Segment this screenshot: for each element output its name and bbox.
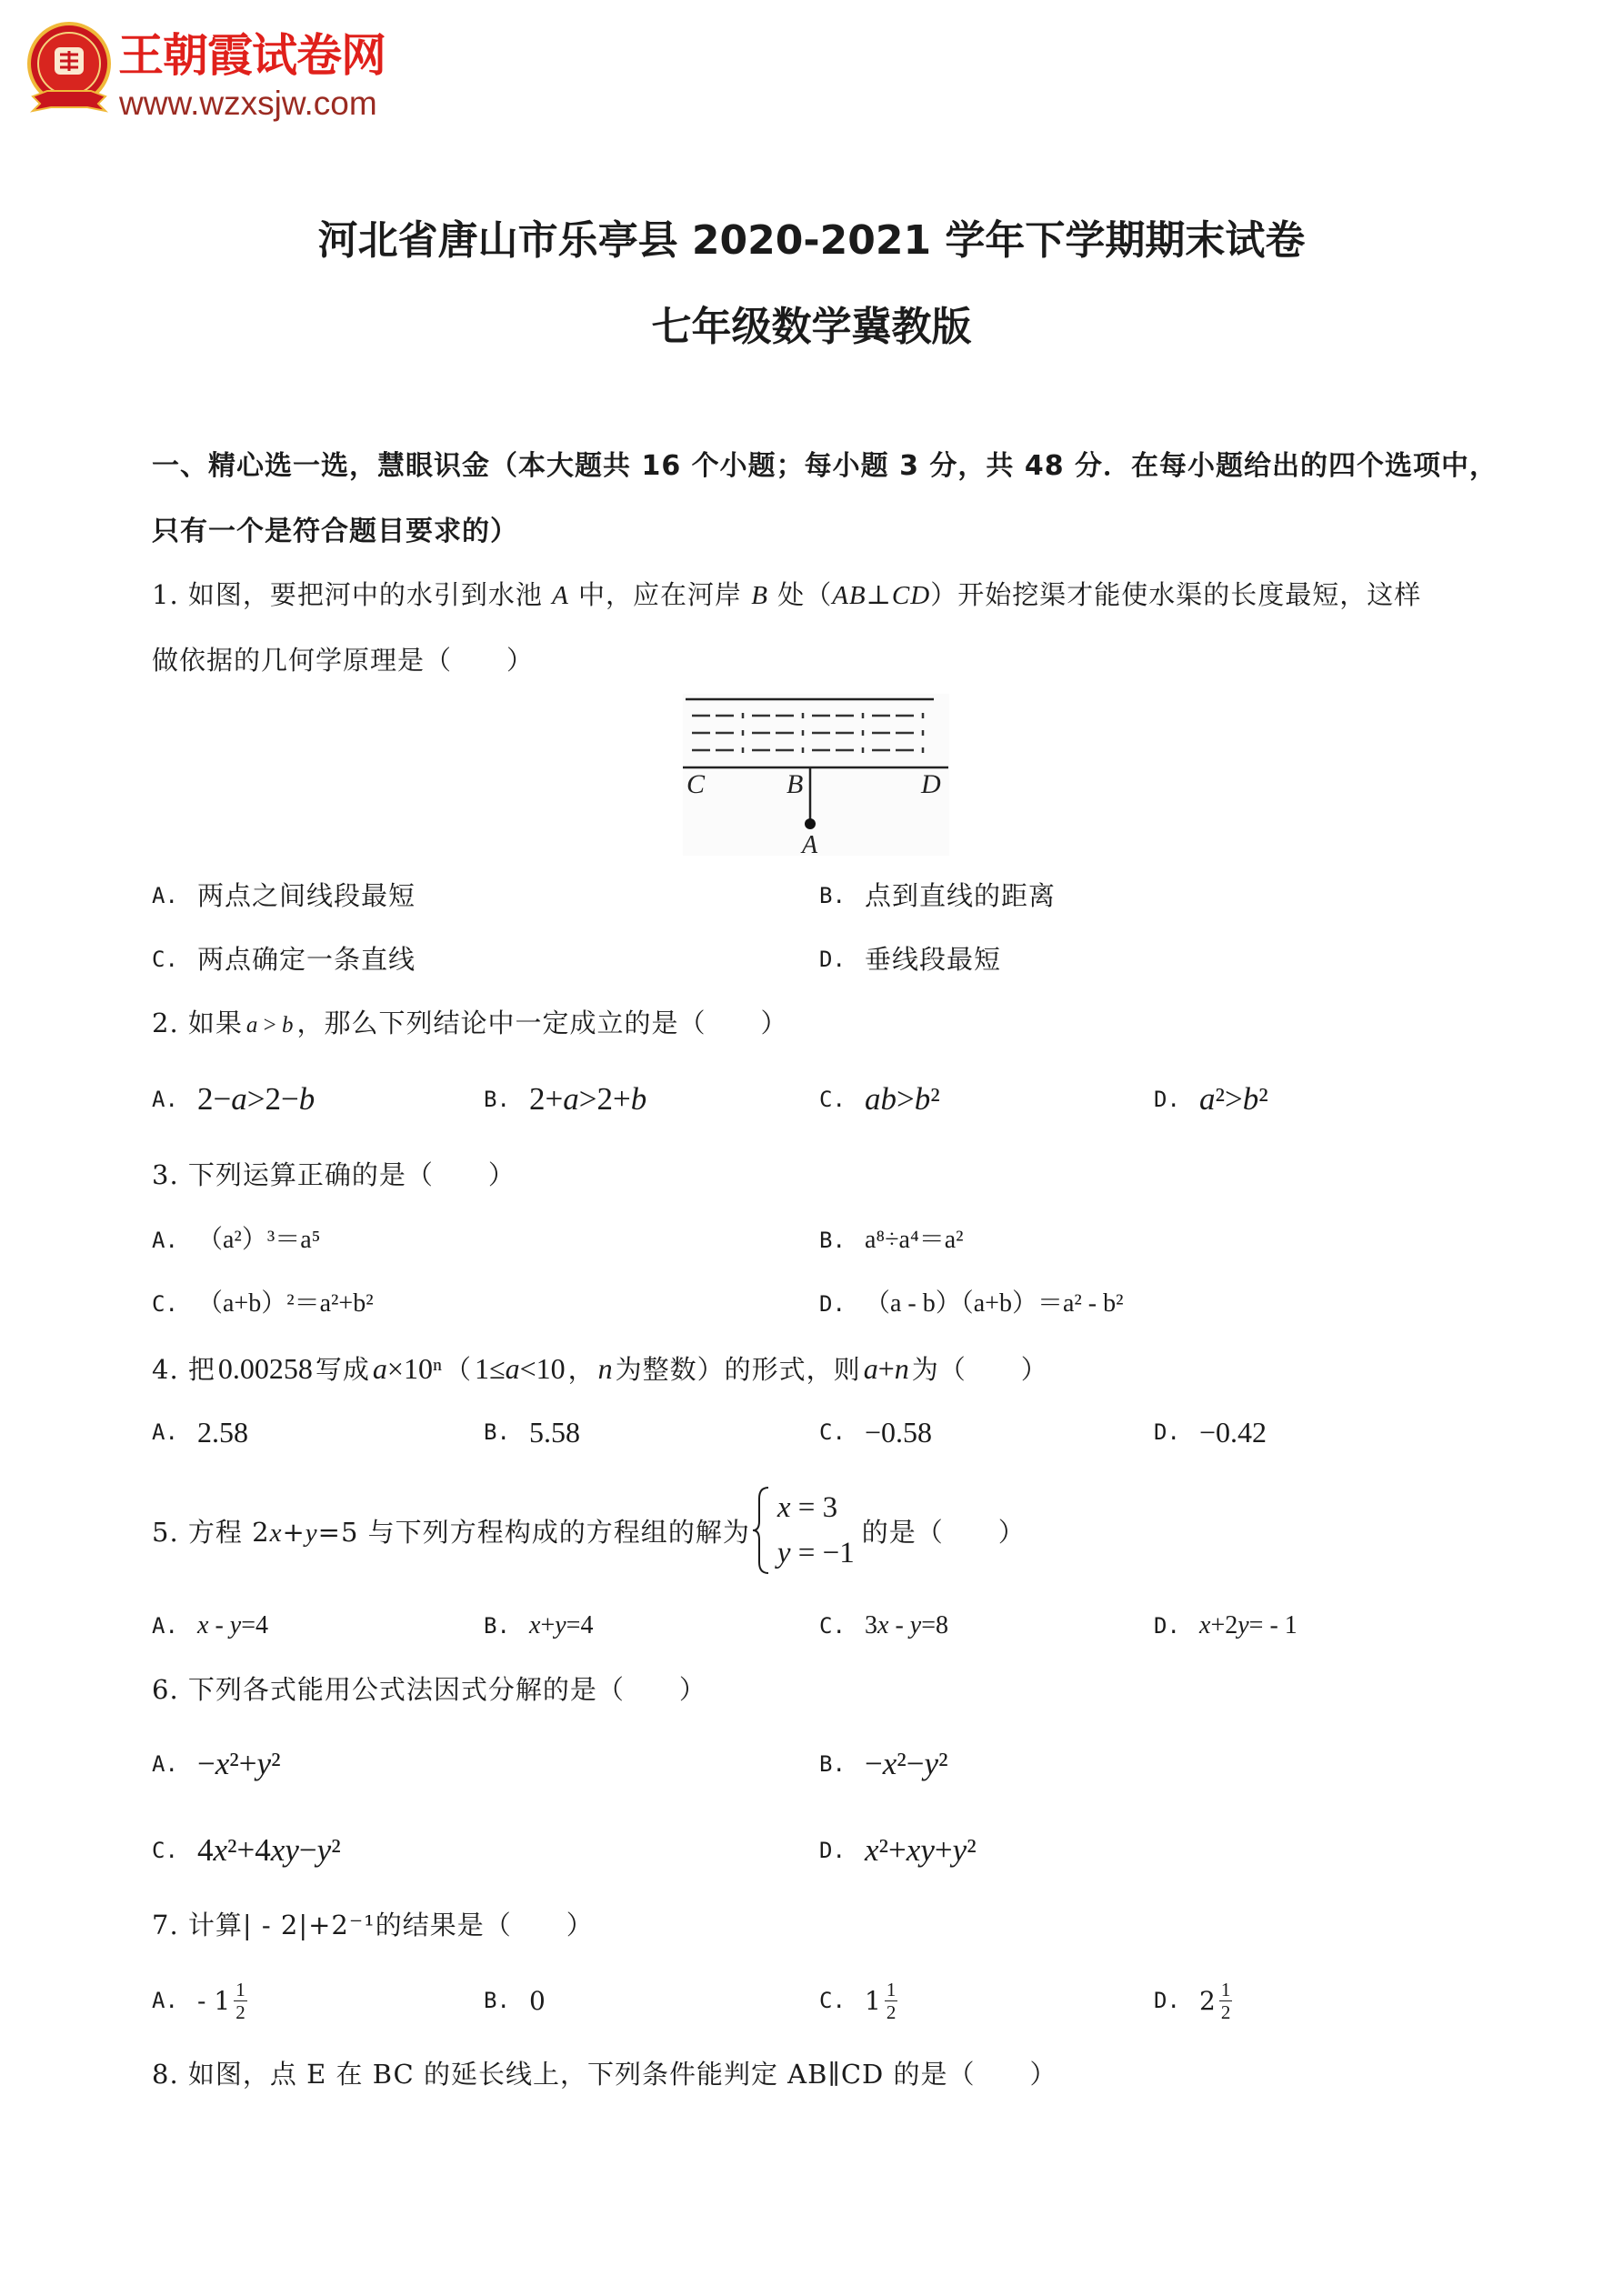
- stem-text: ，那么下列结论中一定成立的是（ ）: [296, 1008, 788, 1038]
- option-a: [152, 1412, 248, 1452]
- math-variable: b: [914, 1081, 931, 1117]
- math-variable: y: [924, 1746, 939, 1781]
- option-letter: D.: [819, 1838, 846, 1863]
- option-math: x²+xy+y²: [865, 1832, 977, 1868]
- label-a: A: [802, 831, 818, 856]
- option-a: [152, 876, 416, 916]
- option-b: [484, 1412, 580, 1452]
- math-variable: y: [920, 1832, 935, 1868]
- math-variable: y: [305, 1518, 318, 1548]
- fraction-denominator: 2: [1220, 2000, 1231, 2023]
- option-b: [819, 1220, 964, 1260]
- option-letter: A.: [152, 1087, 178, 1112]
- math-variable: n: [894, 1352, 909, 1385]
- fraction-numerator: 1: [235, 1978, 245, 2000]
- option-b: [819, 1744, 948, 1784]
- option-math: ab>b²: [865, 1081, 940, 1117]
- question-3-stem: 3. 下列运算正确的是（ ）: [152, 1159, 516, 1190]
- scientific-notation-expression: a×10ⁿ: [372, 1352, 443, 1385]
- option-math: −x²+y²: [197, 1746, 281, 1781]
- math-variable: b: [630, 1081, 647, 1117]
- math-variable: b: [298, 1081, 316, 1117]
- math-variable: x: [197, 1611, 209, 1639]
- option-text: 两点确定一条直线: [197, 944, 416, 975]
- option-letter: C.: [819, 1087, 846, 1112]
- option-b: [484, 1971, 546, 2030]
- section-heading-line-2: 只有一个是符合题目要求的）: [152, 516, 518, 547]
- question-6-stem: 6. 下列各式能用公式法因式分解的是（ ）: [152, 1674, 706, 1705]
- math-variable: x: [882, 1746, 897, 1781]
- brand-url: www.wzxsjw.com: [119, 85, 377, 122]
- math-variable: y: [909, 1611, 922, 1639]
- question-2-stem: [152, 1003, 788, 1043]
- option-whole-number: 1: [865, 1985, 881, 2016]
- option-math: （a+b）²＝a²+b²: [197, 1289, 374, 1318]
- option-d: [819, 939, 1001, 979]
- option-math: 4x²+4xy−y²: [197, 1832, 341, 1868]
- math-variable: x: [906, 1832, 921, 1868]
- option-b: [484, 1079, 646, 1119]
- option-letter: D.: [819, 1291, 846, 1317]
- option-c: [819, 1606, 948, 1646]
- stem-text: 为整数）的形式，则: [615, 1354, 861, 1385]
- math-variable: x: [213, 1832, 228, 1868]
- question-4-stem: [152, 1349, 1048, 1389]
- option-math: x - y=4: [197, 1611, 268, 1639]
- math-variable: x: [215, 1746, 230, 1781]
- option-text: 点到直线的距离: [865, 880, 1057, 911]
- option-b: [484, 1606, 593, 1646]
- label-b: B: [786, 769, 804, 799]
- option-fraction: [885, 1979, 898, 2023]
- question-5-stem: [152, 1484, 1026, 1577]
- sum-expression: a+n: [863, 1352, 909, 1385]
- option-a: [152, 1606, 268, 1646]
- stem-text: 写成: [315, 1354, 370, 1385]
- option-math: （a²）³＝a⁵: [197, 1226, 321, 1254]
- math-variable: y: [316, 1832, 332, 1868]
- option-a: [152, 1079, 315, 1119]
- option-math: 2.58: [197, 1416, 248, 1449]
- stem-text: 中，应在河岸: [568, 579, 752, 610]
- option-math: 5.58: [529, 1416, 580, 1449]
- math-variable: x: [529, 1611, 541, 1639]
- system-equation-x: x = 3: [776, 1491, 838, 1524]
- option-d: [819, 1284, 1124, 1324]
- stem-text: ，: [567, 1354, 596, 1385]
- option-letter: B.: [484, 1087, 510, 1112]
- option-d: [1154, 1971, 1232, 2030]
- option-letter: B.: [819, 883, 846, 908]
- option-math: −0.42: [1199, 1416, 1267, 1449]
- option-math: 2−a>2−b: [197, 1081, 316, 1117]
- point-label: B: [751, 581, 768, 610]
- math-variable: y: [285, 1832, 299, 1868]
- option-math: 2+a>2+b: [529, 1081, 647, 1117]
- option-c: [152, 1284, 374, 1324]
- math-variable: a: [231, 1081, 247, 1117]
- stem-text: 4. 把: [152, 1354, 215, 1385]
- option-math: a²>b²: [1199, 1081, 1268, 1117]
- option-letter: D.: [819, 947, 846, 972]
- question-1-stem-line-2: 做依据的几何学原理是（ ）: [152, 645, 535, 676]
- exam-subtitle: 七年级数学冀教版: [651, 304, 972, 350]
- label-d: D: [921, 769, 941, 799]
- option-c: [819, 1971, 897, 2030]
- stem-text: （: [445, 1354, 473, 1385]
- option-letter: C.: [819, 1988, 846, 2013]
- option-letter: A.: [152, 1751, 178, 1777]
- option-letter: C.: [152, 947, 178, 972]
- stem-text: ）开始挖渠才能使水渠的长度最短，这样: [930, 579, 1422, 610]
- math-variable: b: [282, 1013, 294, 1038]
- math-variable: n: [597, 1352, 613, 1385]
- option-letter: D.: [1154, 1419, 1180, 1445]
- fraction-numerator: 1: [886, 1978, 897, 2000]
- option-letter: D.: [1154, 1087, 1180, 1112]
- question-1-stem-line-1: [152, 575, 1421, 615]
- stem-text: 的是（ ）: [861, 1516, 1026, 1548]
- stem-text: 2. 如果: [152, 1008, 243, 1038]
- option-c: [152, 1830, 341, 1870]
- exam-title: 河北省唐山市乐亭县 2020-2021 学年下学期期末试卷: [317, 217, 1306, 264]
- option-text: 垂线段最短: [865, 944, 1002, 975]
- section-heading-line-1: 一、精心选一选，慧眼识金（本大题共 16 个小题；每小题 3 分，共 48 分．在每小题给出的四个选项中，: [152, 450, 1498, 482]
- math-variable: x: [877, 1611, 889, 1639]
- option-letter: B.: [484, 1419, 510, 1445]
- point-label: A: [552, 581, 569, 610]
- question-8-stem: 8. 如图，点 E 在 BC 的延长线上，下列条件能判定 AB∥CD 的是（ ）: [152, 2059, 1057, 2090]
- option-letter: A.: [152, 1228, 178, 1253]
- math-variable: y: [776, 1537, 791, 1569]
- math-variable: a: [863, 1352, 878, 1385]
- option-d: [819, 1830, 977, 1870]
- math-variable: a: [563, 1081, 579, 1117]
- option-d: [1154, 1412, 1267, 1452]
- math-variable: x: [865, 1832, 879, 1868]
- fraction-denominator: 2: [235, 2000, 245, 2023]
- system-equation-y: y = −1: [776, 1537, 855, 1569]
- math-variable: x: [1199, 1611, 1211, 1639]
- option-math: （a - b）（a+b）＝a² - b²: [865, 1289, 1124, 1318]
- option-letter: B.: [819, 1228, 846, 1253]
- option-math: −0.58: [865, 1416, 933, 1449]
- option-letter: B.: [484, 1613, 510, 1639]
- option-letter: C.: [152, 1291, 178, 1317]
- math-variable: x: [270, 1832, 286, 1868]
- math-variable: x: [269, 1518, 283, 1548]
- inequality-expression: a > b: [245, 1013, 294, 1038]
- option-a: [152, 1971, 247, 2030]
- range-expression: 1≤a<10: [475, 1352, 566, 1385]
- option-math: x+2y= - 1: [1199, 1611, 1297, 1639]
- math-variable: y: [1237, 1611, 1249, 1639]
- option-whole-number: - 1: [197, 1985, 231, 2016]
- number-expression: 0.00258: [217, 1352, 313, 1385]
- option-whole-number: 0: [529, 1985, 546, 2016]
- math-variable: a: [245, 1013, 258, 1038]
- math-variable: b: [880, 1081, 897, 1117]
- option-letter: B.: [819, 1751, 846, 1777]
- stem-text: 处（: [767, 579, 833, 610]
- question-1-figure: [683, 694, 949, 856]
- option-text: 两点之间线段最短: [197, 880, 416, 911]
- option-c: [152, 939, 416, 979]
- math-variable: y: [555, 1611, 566, 1639]
- option-letter: C.: [819, 1419, 846, 1445]
- option-math: a⁸÷a⁴＝a²: [865, 1226, 964, 1254]
- stem-text: 1. 如图，要把河中的水引到水池: [152, 579, 553, 610]
- variable-n: [598, 1352, 613, 1385]
- option-whole-number: 2: [1199, 1985, 1216, 2016]
- math-variable: y: [952, 1832, 967, 1868]
- math-variable: a: [505, 1352, 520, 1385]
- option-letter: A.: [152, 1613, 178, 1639]
- option-fraction: [1219, 1979, 1233, 2023]
- question-7-stem: 7. 计算| - 2|+2⁻¹的结果是（ ）: [152, 1910, 594, 1940]
- option-letter: D.: [1154, 1988, 1180, 2013]
- option-b: [819, 876, 1056, 916]
- option-a: [152, 1744, 281, 1784]
- option-c: [819, 1412, 932, 1452]
- option-d: [1154, 1079, 1268, 1119]
- option-letter: D.: [1154, 1613, 1180, 1639]
- option-letter: C.: [152, 1838, 178, 1863]
- label-c: C: [686, 769, 706, 799]
- option-letter: A.: [152, 1988, 178, 2013]
- option-a: [152, 1220, 320, 1260]
- fraction-numerator: 1: [1220, 1978, 1231, 2000]
- option-letter: A.: [152, 1419, 178, 1445]
- option-c: [819, 1079, 940, 1119]
- option-letter: A.: [152, 883, 178, 908]
- fraction-denominator: 2: [886, 2000, 897, 2023]
- math-variable: b: [1242, 1081, 1259, 1117]
- pool-point-a: [805, 818, 816, 829]
- option-letter: B.: [484, 1988, 510, 2013]
- math-variable: a: [865, 1081, 881, 1117]
- math-variable: a: [372, 1352, 387, 1385]
- perpendicular-expression: AB⊥CD: [832, 581, 931, 610]
- option-letter: C.: [819, 1613, 846, 1639]
- math-variable: a: [1199, 1081, 1216, 1117]
- logo-seal-icon: [24, 20, 115, 116]
- math-variable: y: [229, 1611, 242, 1639]
- left-brace-icon: [750, 1485, 772, 1576]
- option-fraction: [234, 1979, 247, 2023]
- equation-system: [777, 1485, 855, 1576]
- math-variable: x: [776, 1491, 791, 1524]
- brand-name: 王朝霞试卷网: [118, 29, 386, 82]
- stem-text: 为（ ）: [911, 1354, 1048, 1385]
- math-variable: y: [256, 1746, 272, 1781]
- stem-text: 5. 方程 2x+y=5 与下列方程构成的方程组的解为: [152, 1516, 750, 1548]
- option-math: −x²−y²: [865, 1746, 948, 1781]
- option-d: [1154, 1606, 1297, 1646]
- option-math: 3x - y=8: [865, 1611, 948, 1639]
- option-math: x+y=4: [529, 1611, 594, 1639]
